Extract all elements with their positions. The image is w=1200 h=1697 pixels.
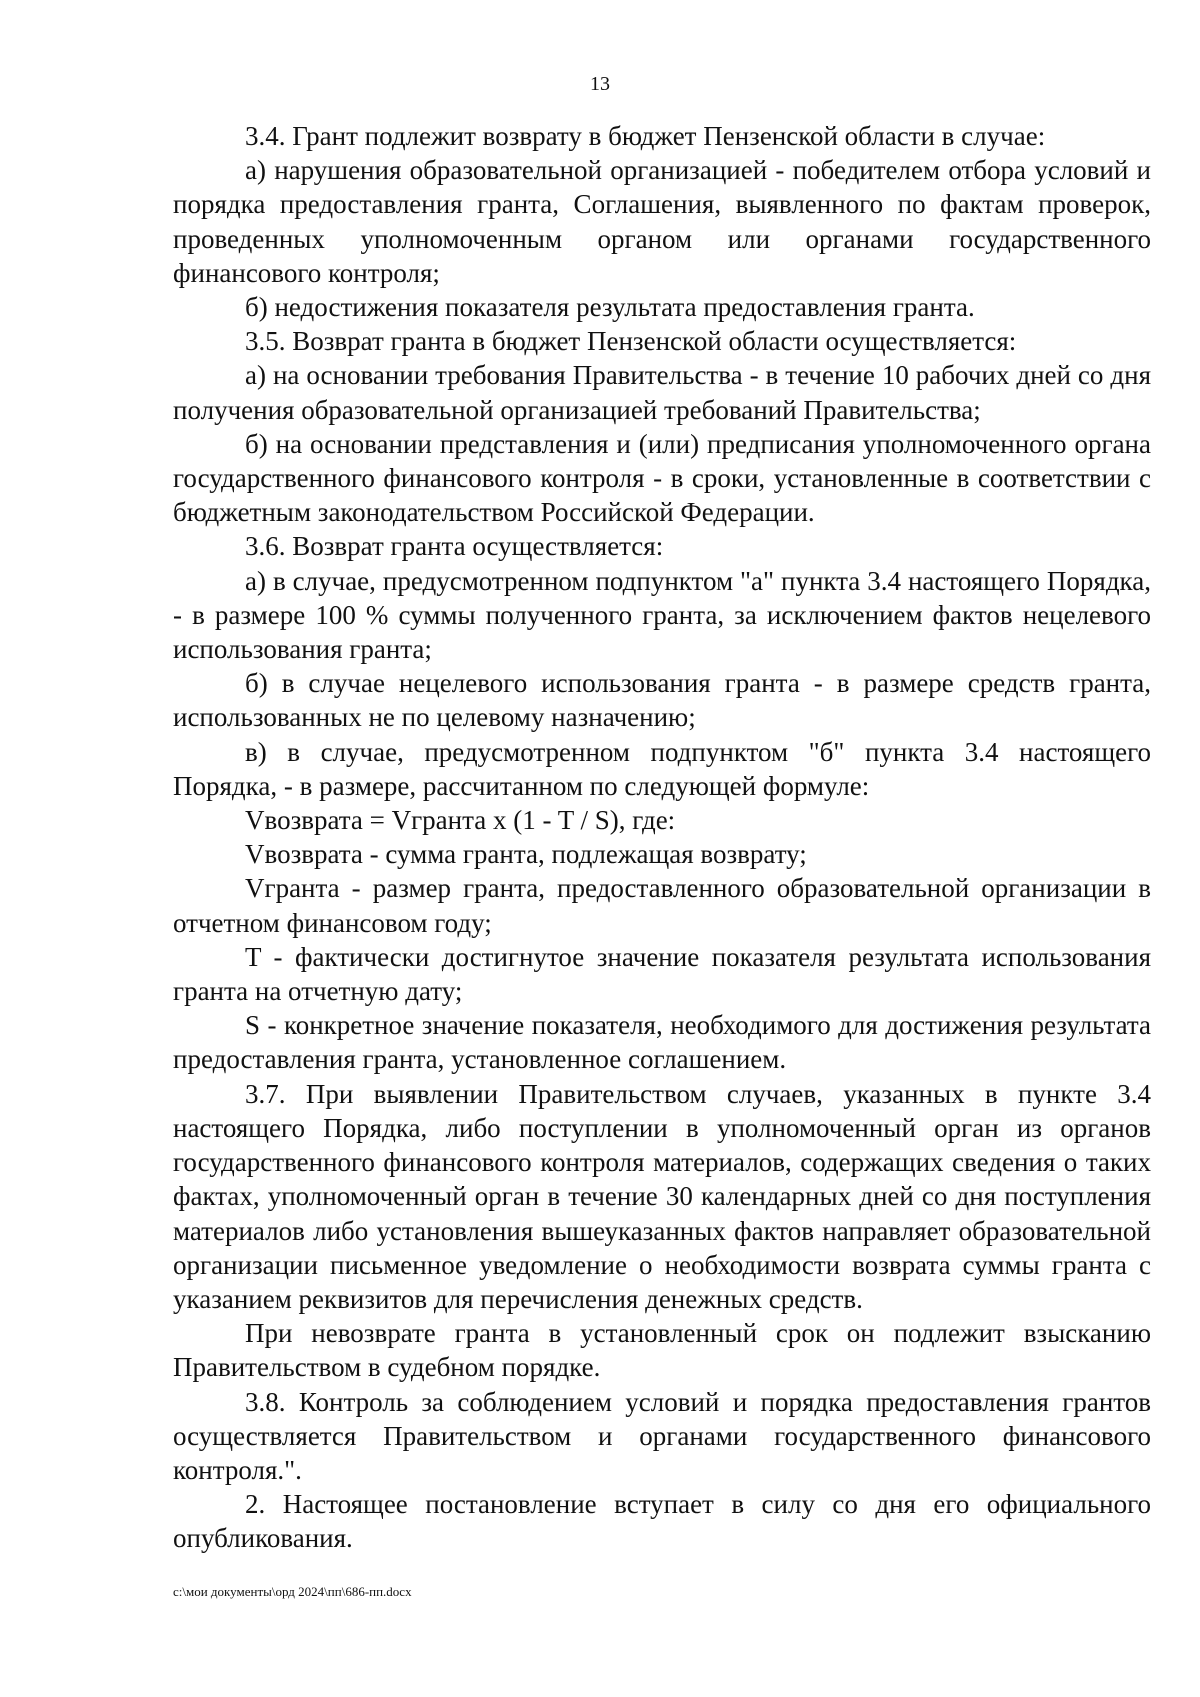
paragraph: Vвозврата - сумма гранта, подлежащая возврату; bbox=[245, 839, 807, 870]
paragraph: При невозврате гранта в установленный срок он подлежит взысканию Правительством в судебном порядке. bbox=[173, 1318, 1151, 1383]
paragraph: 3.8. Контроль за соблюдением условий и порядка предоставления грантов осуществляется Правительством и органами государственного финансового контроля.". bbox=[173, 1386, 1151, 1485]
page-number: 13 bbox=[590, 73, 610, 95]
formula: Vвозврата = Vгранта x (1 - T / S), где: bbox=[245, 805, 676, 836]
paragraph: а) на основании требования Правительства - в течение 10 рабочих дней со дня получения образовательной организацией требований Правительства; bbox=[173, 360, 1151, 425]
paragraph: 3.6. Возврат гранта осуществляется: bbox=[245, 531, 664, 562]
paragraph: 3.5. Возврат гранта в бюджет Пензенской области осуществляется: bbox=[245, 326, 1017, 357]
paragraph: Vгранта - размер гранта, предоставленного образовательной организации в отчетном финансовом году; bbox=[173, 873, 1151, 938]
footer-file-path: c:\мои документы\орд 2024\пп\686-пп.docx bbox=[173, 1584, 412, 1599]
paragraph: б) на основании представления и (или) предписания уполномоченного органа государственного финансового контроля - в сроки, установленные в соответствии с бюджетным законодательством Российской Федерации. bbox=[173, 428, 1151, 528]
paragraph: б) недостижения показателя результата предоставления гранта. bbox=[245, 292, 975, 323]
paragraph: б) в случае нецелевого использования гранта - в размере средств гранта, использованных не по целевому назначению; bbox=[173, 668, 1151, 733]
paragraph: T - фактически достигнутое значение показателя результата использования гранта на отчетную дату; bbox=[173, 941, 1151, 1007]
paragraph: а) нарушения образовательной организацией - победителем отбора условий и порядка предоставления гранта, Соглашения, выявленного по фактам проверок, проведенных уполномоченным органом или органами государственного финансового контроля; bbox=[173, 155, 1151, 288]
paragraph: 3.4. Грант подлежит возврату в бюджет Пензенской области в случае: bbox=[245, 121, 1046, 151]
paragraph: а) в случае, предусмотренном подпунктом "а" пункта 3.4 настоящего Порядка, - в размере 100 % суммы полученного гранта, за исключением фактов нецелевого использования гранта; bbox=[173, 565, 1151, 665]
paragraph: в) в случае, предусмотренном подпунктом "б" пункта 3.4 настоящего Порядка, - в размере, рассчитанном по следующей формуле: bbox=[173, 736, 1151, 801]
document-body bbox=[173, 119, 1151, 1556]
paragraph: S - конкретное значение показателя, необходимого для достижения результата предоставления гранта, установленное соглашением. bbox=[173, 1010, 1151, 1075]
paragraph: 3.7. При выявлении Правительством случаев, указанных в пункте 3.4 настоящего Порядка, либо поступлении в уполномоченный орган из органов государственного финансового контроля материалов, содержащих сведения о таких фактах, уполномоченный орган в течение 30 календарных дней со дня поступления материалов либо установления вышеуказанных фактов направляет образовательной организации письменное уведомление о необходимости возврата суммы гранта с указанием реквизитов для перечисления денежных средств. bbox=[173, 1078, 1151, 1314]
paragraph: 2. Настоящее постановление вступает в силу со дня его официального опубликования. bbox=[173, 1489, 1151, 1554]
